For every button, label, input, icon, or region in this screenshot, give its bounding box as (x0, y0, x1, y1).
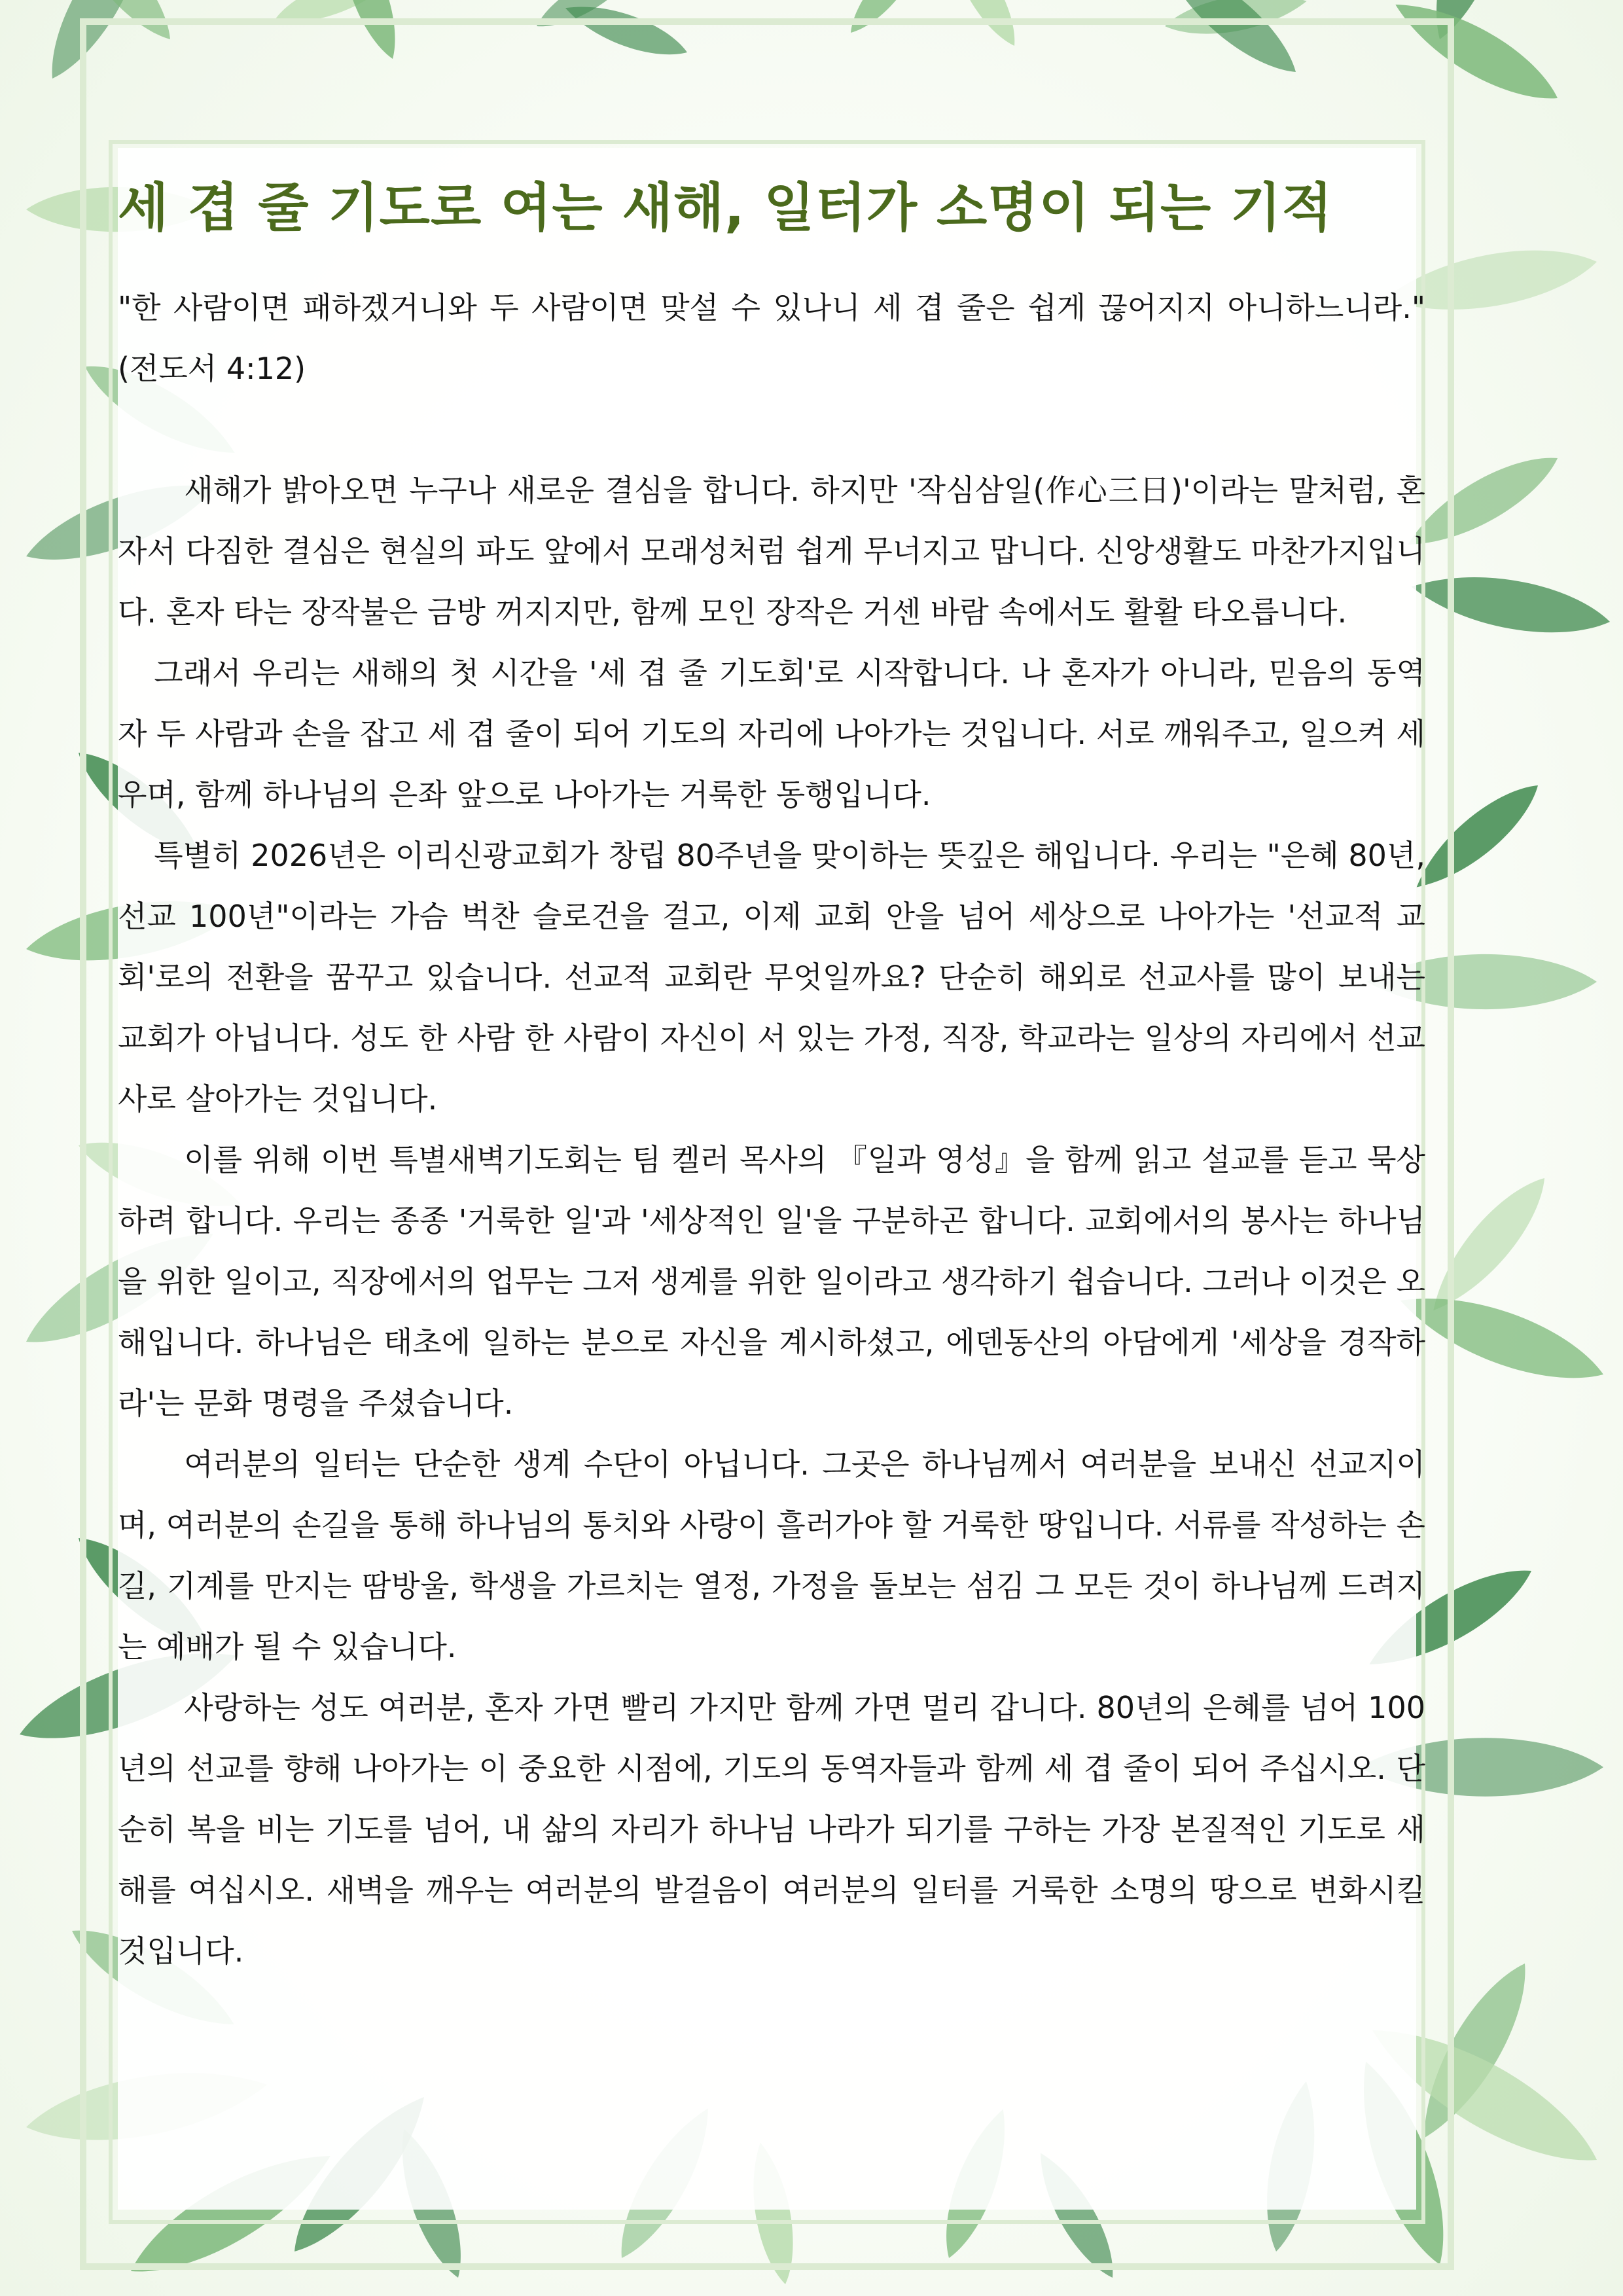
paragraph-4: 이를 위해 이번 특별새벽기도회는 팀 켈러 목사의 『일과 영성』을 함께 읽고 설교를 듣고 묵상하려 합니다. 우리는 종종 '거룩한 일'과 '세상적인 일'을 구분하곤 합니다. 교회에서의 봉사는 하나님을 위한 일이고, 직장에서의 업무는 그저 생계를 위한 일이라고 생각하기 쉽습니다. 그러나 이것은 오해입니다. 하나님은 태초에 일하는 분으로 자신을 계시하셨고, 에덴동산의 아담에게 '세상을 경작하라'는 문화 명령을 주셨습니다. (118, 1142, 1425, 1421)
paragraph-1: 새해가 밝아오면 누구나 새로운 결심을 합니다. 하지만 '작심삼일(作心三日)'이라는 말처럼, 혼자서 다짐한 결심은 현실의 파도 앞에서 모래성처럼 쉽게 무너지고 맙니다. 신앙생활도 마찬가지입니다. 혼자 타는 장작불은 금방 꺼지지만, 함께 모인 장작은 거센 바람 속에서도 활활 타오릅니다. (118, 473, 1425, 630)
paragraph-6: 사랑하는 성도 여러분, 혼자 가면 빨리 가지만 함께 가면 멀리 갑니다. 80년의 은혜를 넘어 100년의 선교를 향해 나아가는 이 중요한 시점에, 기도의 동역자들과 함께 세 겹 줄이 되어 주십시오. 단순히 복을 비는 기도를 넘어, 내 삶의 자리가 하나님 나라가 되기를 구하는 가장 본질적인 기도로 새해를 여십시오. 새벽을 깨우는 여러분의 발걸음이 여러분의 일터를 거룩한 소명의 땅으로 변화시킬 것입니다. (118, 1690, 1425, 1969)
paragraph-5: 여러분의 일터는 단순한 생계 수단이 아닙니다. 그곳은 하나님께서 여러분을 보내신 선교지이며, 여러분의 손길을 통해 하나님의 통치와 사랑이 흘러가야 할 거룩한 땅입니다. 서류를 작성하는 손길, 기계를 만지는 땀방울, 학생을 가르치는 열정, 가정을 돌보는 섬김 그 모든 것이 하나님께 드려지는 예배가 될 수 있습니다. (118, 1446, 1425, 1664)
paragraph-2: 그래서 우리는 새해의 첫 시간을 '세 겹 줄 기도회'로 시작합니다. 나 혼자가 아니라, 믿음의 동역자 두 사람과 손을 잡고 세 겹 줄이 되어 기도의 자리에 나아가는 것입니다. 서로 깨워주고, 일으켜 세우며, 함께 하나님의 은좌 앞으로 나아가는 거룩한 동행입니다. (118, 655, 1425, 812)
page-title: 세 겹 줄 기도로 여는 새해, 일터가 소명이 되는 기적 (118, 177, 1333, 238)
paragraph-3: 특별히 2026년은 이리신광교회가 창립 80주년을 맞이하는 뜻깊은 해입니다. 우리는 "은혜 80년, 선교 100년"이라는 가슴 벅찬 슬로건을 걸고, 이제 교회 안을 넘어 세상으로 나아가는 '선교적 교회'로의 전환을 꿈꾸고 있습니다. 선교적 교회란 무엇일까요? 단순히 해외로 선교사를 많이 보내는 교회가 아닙니다. 성도 한 사람 한 사람이 자신이 서 있는 가정, 직장, 학교라는 일상의 자리에서 선교사로 살아가는 것입니다. (118, 838, 1425, 1117)
document-body (118, 177, 1425, 1982)
scripture-quote: "한 사람이면 패하겠거니와 두 사람이면 맞설 수 있나니 세 겹 줄은 쉽게 끊어지지 아니하느니라." (전도서 4:12) (118, 290, 1426, 386)
